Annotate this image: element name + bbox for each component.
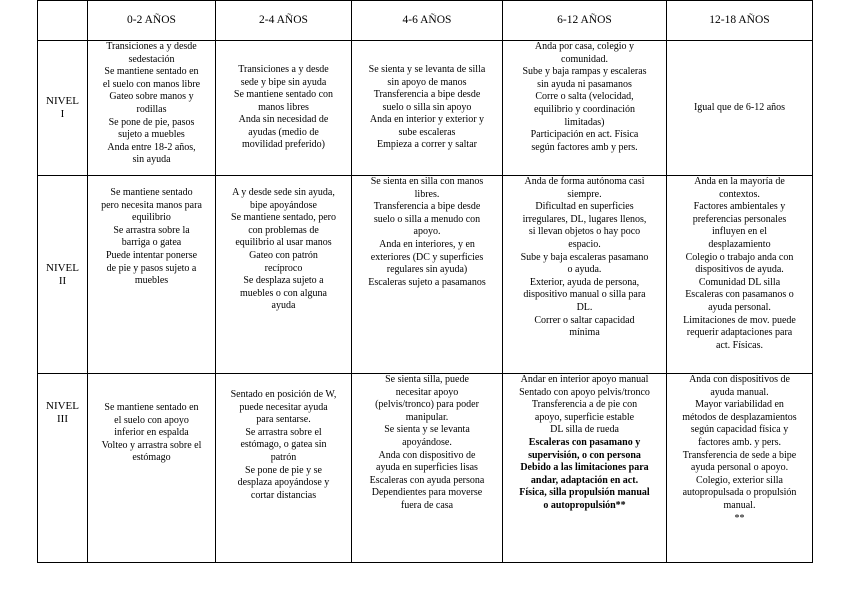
level-row [38, 374, 813, 563]
cell [88, 176, 216, 374]
cell-line: dispositivos de ayuda. [695, 264, 784, 276]
cell-line: recíproco [264, 262, 303, 274]
cell-line: muebles [134, 275, 169, 287]
header-4-6: 4-6 AÑOS [352, 1, 503, 41]
cell-line: Limitaciones de mov. puede [683, 314, 796, 326]
cell-line: Igual que de 6-12 años [693, 101, 786, 113]
cell-line: bipe apoyándose [250, 199, 317, 211]
cell-line: sedestación [128, 53, 175, 65]
cell [667, 374, 813, 563]
cell-line: con problemas de [248, 224, 319, 236]
cell-line: Transferencia a de pie con [531, 399, 638, 411]
cell-line: equilibrio [132, 212, 171, 224]
cell-line: ayuda manual. [710, 386, 769, 398]
cell-line: suelo o silla sin apoyo [382, 101, 472, 113]
cell-line: (pelvis/tronco) para poder [375, 399, 479, 411]
cell-line: Anda con dispositivos de [689, 374, 790, 385]
cell-line: Escaleras con ayuda persona [369, 474, 485, 486]
cell-line: Gateo sobre manos y [109, 91, 194, 103]
cell-line: Participación en act. Física [530, 129, 639, 141]
cell [352, 41, 503, 176]
cell-line: act. Físicas. [716, 339, 763, 351]
cell-line: necesitar apoyo [395, 386, 459, 398]
cell-line: Transiciones a y desde [238, 63, 329, 75]
cell-line: desplaza apoyándose y [237, 477, 330, 489]
cell-line: Mayor variabilidad en [695, 399, 784, 411]
cell-line: Se desplaza sujeto a [243, 275, 324, 287]
header-6-12: 6-12 AÑOS [503, 1, 667, 41]
cell-line: estómago, o gatea sin [240, 439, 327, 451]
cell-line: apoyándose. [402, 436, 452, 448]
cell-line: Andar en interior apoyo manual [520, 374, 649, 385]
cell-line: Se sienta y se levanta [384, 424, 470, 436]
cell-line: Escaleras con pasamanos o [685, 289, 794, 301]
cell-line: espacio. [568, 238, 601, 250]
cell-line: ayudas (medio de [248, 126, 319, 138]
cell-line: manual. [723, 499, 756, 511]
cell [88, 41, 216, 176]
cell-line: Empieza a correr y saltar [377, 139, 477, 151]
cell-line: autopropulsada o propulsión [682, 487, 797, 499]
cell-line: o autopropulsión** [543, 499, 626, 511]
cell-line: puede necesitar ayuda [239, 401, 328, 413]
cell-line: sede y bipe sin ayuda [240, 76, 327, 88]
cell-line: dispositivo manual o silla para [523, 289, 646, 301]
cell-line: ayuda personal. [708, 301, 771, 313]
cell-line: Se mantiene sentado con [233, 89, 334, 101]
cell [216, 176, 352, 374]
cell-line: Dificultad en superficies [535, 201, 634, 213]
cell-line: movilidad preferido) [241, 139, 326, 151]
cell-line: manos libres [258, 101, 309, 113]
cell-line: sujeto a muebles [118, 129, 185, 141]
cell-line: Sentado en posición de W, [230, 389, 337, 400]
cell-line: Anda en interior y exterior y [369, 114, 485, 126]
cell-text-bold [505, 437, 664, 513]
cell-line: factores amb. y pers. [697, 436, 782, 448]
cell [216, 41, 352, 176]
cell-line: Escaleras con pasamano y [528, 436, 641, 448]
cell-line: andar, adaptación en act. [530, 474, 639, 486]
cell-line: ** [734, 512, 745, 524]
cell [503, 41, 667, 176]
cell-line: Se sienta silla, puede [385, 374, 469, 385]
cell-line: limitadas) [564, 116, 605, 128]
cell [667, 176, 813, 374]
cell-line: Anda entre 18-2 años, [107, 141, 196, 153]
cell-line: manipular. [405, 411, 449, 423]
cell-line: Transiciones a y desde [106, 41, 197, 52]
cell-line: Sube y baja escaleras pasamano [520, 251, 649, 263]
cell-line: inferior en espalda [114, 427, 189, 439]
cell-line: Gateo con patrón [249, 249, 318, 261]
cell-line: ayuda personal o apoyo. [690, 462, 789, 474]
cell-line: el suelo con apoyo [114, 414, 189, 426]
cell-line: preferencias personales [692, 213, 787, 225]
cell-line: muebles o con alguna [240, 287, 327, 299]
cell-line: Correr o saltar capacidad [534, 314, 635, 326]
cell-line: Se sienta y se levanta de silla [368, 63, 486, 75]
level-label: NIVEL I [38, 41, 88, 176]
cell-line: Anda por casa, colegio y [534, 41, 635, 52]
cell-line: sin ayuda ni pasamanos [537, 78, 632, 90]
gmfcs-table [37, 0, 813, 563]
cell-line: influyen en el [712, 226, 767, 238]
cell-line: para sentarse. [256, 414, 311, 426]
cell-line: o ayuda. [567, 264, 602, 276]
cell-line: rodillas [136, 103, 167, 115]
cell-line: Transferencia a bipe desde [373, 201, 481, 213]
cell-line: Transferencia a bipe desde [373, 89, 481, 101]
cell-line: Dependientes para moverse [371, 487, 483, 499]
header-cell-empty [38, 1, 88, 41]
cell-line: Se pone de pie y se [245, 464, 322, 476]
cell-line: ayuda [271, 300, 296, 312]
cell-line: Volteo y arrastra sobre el [101, 439, 202, 451]
cell-line: según factores amb y pers. [531, 141, 638, 153]
header-12-18: 12-18 AÑOS [667, 1, 813, 41]
header-0-2: 0-2 AÑOS [88, 1, 216, 41]
cell-line: Se arrastra sobre el [245, 426, 322, 438]
cell-line: mínima [569, 327, 600, 339]
cell-line: supervisión, o con persona [528, 449, 641, 461]
cell-line: Se pone de pie, pasos [108, 116, 195, 128]
cell-line: Sube y baja rampas y escaleras [522, 66, 647, 78]
cell-line: siempre. [567, 188, 602, 200]
cell-line: barriga o gatea [121, 237, 182, 249]
cell-line: equilibrio y coordinación [533, 103, 636, 115]
cell-line: DL. [576, 301, 593, 313]
cell-line: métodos de desplazamientos [682, 411, 797, 423]
cell-line: Se mantiene sentado en [104, 66, 199, 78]
cell-line: Se mantiene sentado [110, 187, 193, 198]
cell-line: Factores ambientales y [693, 201, 786, 213]
cell-line: Se mantiene sentado en [104, 402, 199, 413]
cell-text-regular [505, 374, 664, 437]
level-label: NIVEL III [38, 374, 88, 563]
cell-line: Anda de forma autónoma casi [524, 176, 645, 187]
cell-line: sin apoyo de manos [387, 76, 467, 88]
cell [352, 374, 503, 563]
level-label: NIVEL II [38, 176, 88, 374]
cell-line: libres. [414, 188, 440, 200]
cell-line: Anda en interiores, y en [379, 238, 475, 250]
cell-line: Física, silla propulsión manual [519, 487, 650, 499]
cell-line: Transferencia de sede a bipe [682, 449, 797, 461]
cell-line: según capacidad física y [690, 424, 789, 436]
cell-line: apoyo, superficie estable [534, 411, 635, 423]
cell-line: Anda en la mayoría de [694, 176, 785, 187]
cell [88, 374, 216, 563]
cell-line: exteriores (DC y superficies [370, 251, 484, 263]
cell-line: pero necesita manos para [101, 199, 202, 211]
cell-line: Se arrastra sobre la [113, 224, 190, 236]
cell [216, 374, 352, 563]
cell-line: si llevan objetos o hay poco [528, 226, 641, 238]
cell-line: estómago [132, 452, 171, 464]
cell-line: sin ayuda [132, 154, 171, 166]
cell-line: Sentado con apoyo pelvis/tronco [519, 386, 650, 398]
cell-line: Anda sin necesidad de [238, 114, 329, 126]
cell-line: desplazamiento [708, 238, 771, 250]
header-2-4: 2-4 AÑOS [216, 1, 352, 41]
cell-line: contextos. [719, 188, 760, 200]
cell-line: Puede intentar ponerse [105, 249, 198, 261]
cell-line: sube escaleras [398, 126, 456, 138]
cell-line: Colegio o trabajo anda con [685, 251, 794, 263]
cell-line: Debido a las limitaciones para [520, 462, 649, 474]
cell-line: requerir adaptaciones para [686, 327, 793, 339]
cell-line: Escaleras sujeto a pasamanos [368, 276, 486, 288]
cell [667, 41, 813, 176]
cell-line: Comunidad DL silla [698, 276, 781, 288]
cell-line: Corre o salta (velocidad, [535, 91, 634, 103]
header-row [38, 1, 813, 41]
cell [352, 176, 503, 374]
cell-line: Anda con dispositivo de [378, 449, 476, 461]
cell-line: irregulares, DL, lugares llenos, [522, 213, 647, 225]
cell-line: A y desde sede sin ayuda, [232, 187, 335, 198]
cell [503, 374, 667, 563]
cell-line: Colegio, exterior silla [696, 474, 783, 486]
cell-line: Exterior, ayuda de persona, [529, 276, 640, 288]
cell-line: apoyo. [413, 226, 441, 238]
cell-line: equilibrio al usar manos [235, 237, 332, 249]
cell-line: patrón [270, 451, 297, 463]
level-row [38, 41, 813, 176]
level-row [38, 176, 813, 374]
cell-line: el suelo con manos libre [102, 78, 201, 90]
cell-line: Se mantiene sentado, pero [231, 212, 336, 224]
cell-line: ayuda en superficies lisas [376, 462, 478, 474]
cell-line: cortar distancias [250, 489, 317, 501]
cell-line: suelo o silla a menudo con [373, 213, 481, 225]
cell-line: comunidad. [561, 53, 608, 65]
cell [503, 176, 667, 374]
cell-line: Se sienta en silla con manos [370, 176, 484, 187]
cell-line: fuera de casa [400, 499, 454, 511]
cell-line: regulares sin ayuda) [386, 264, 468, 276]
cell-line: DL silla de rueda [550, 424, 619, 436]
cell-line: de pie y pasos sujeto a [106, 262, 197, 274]
